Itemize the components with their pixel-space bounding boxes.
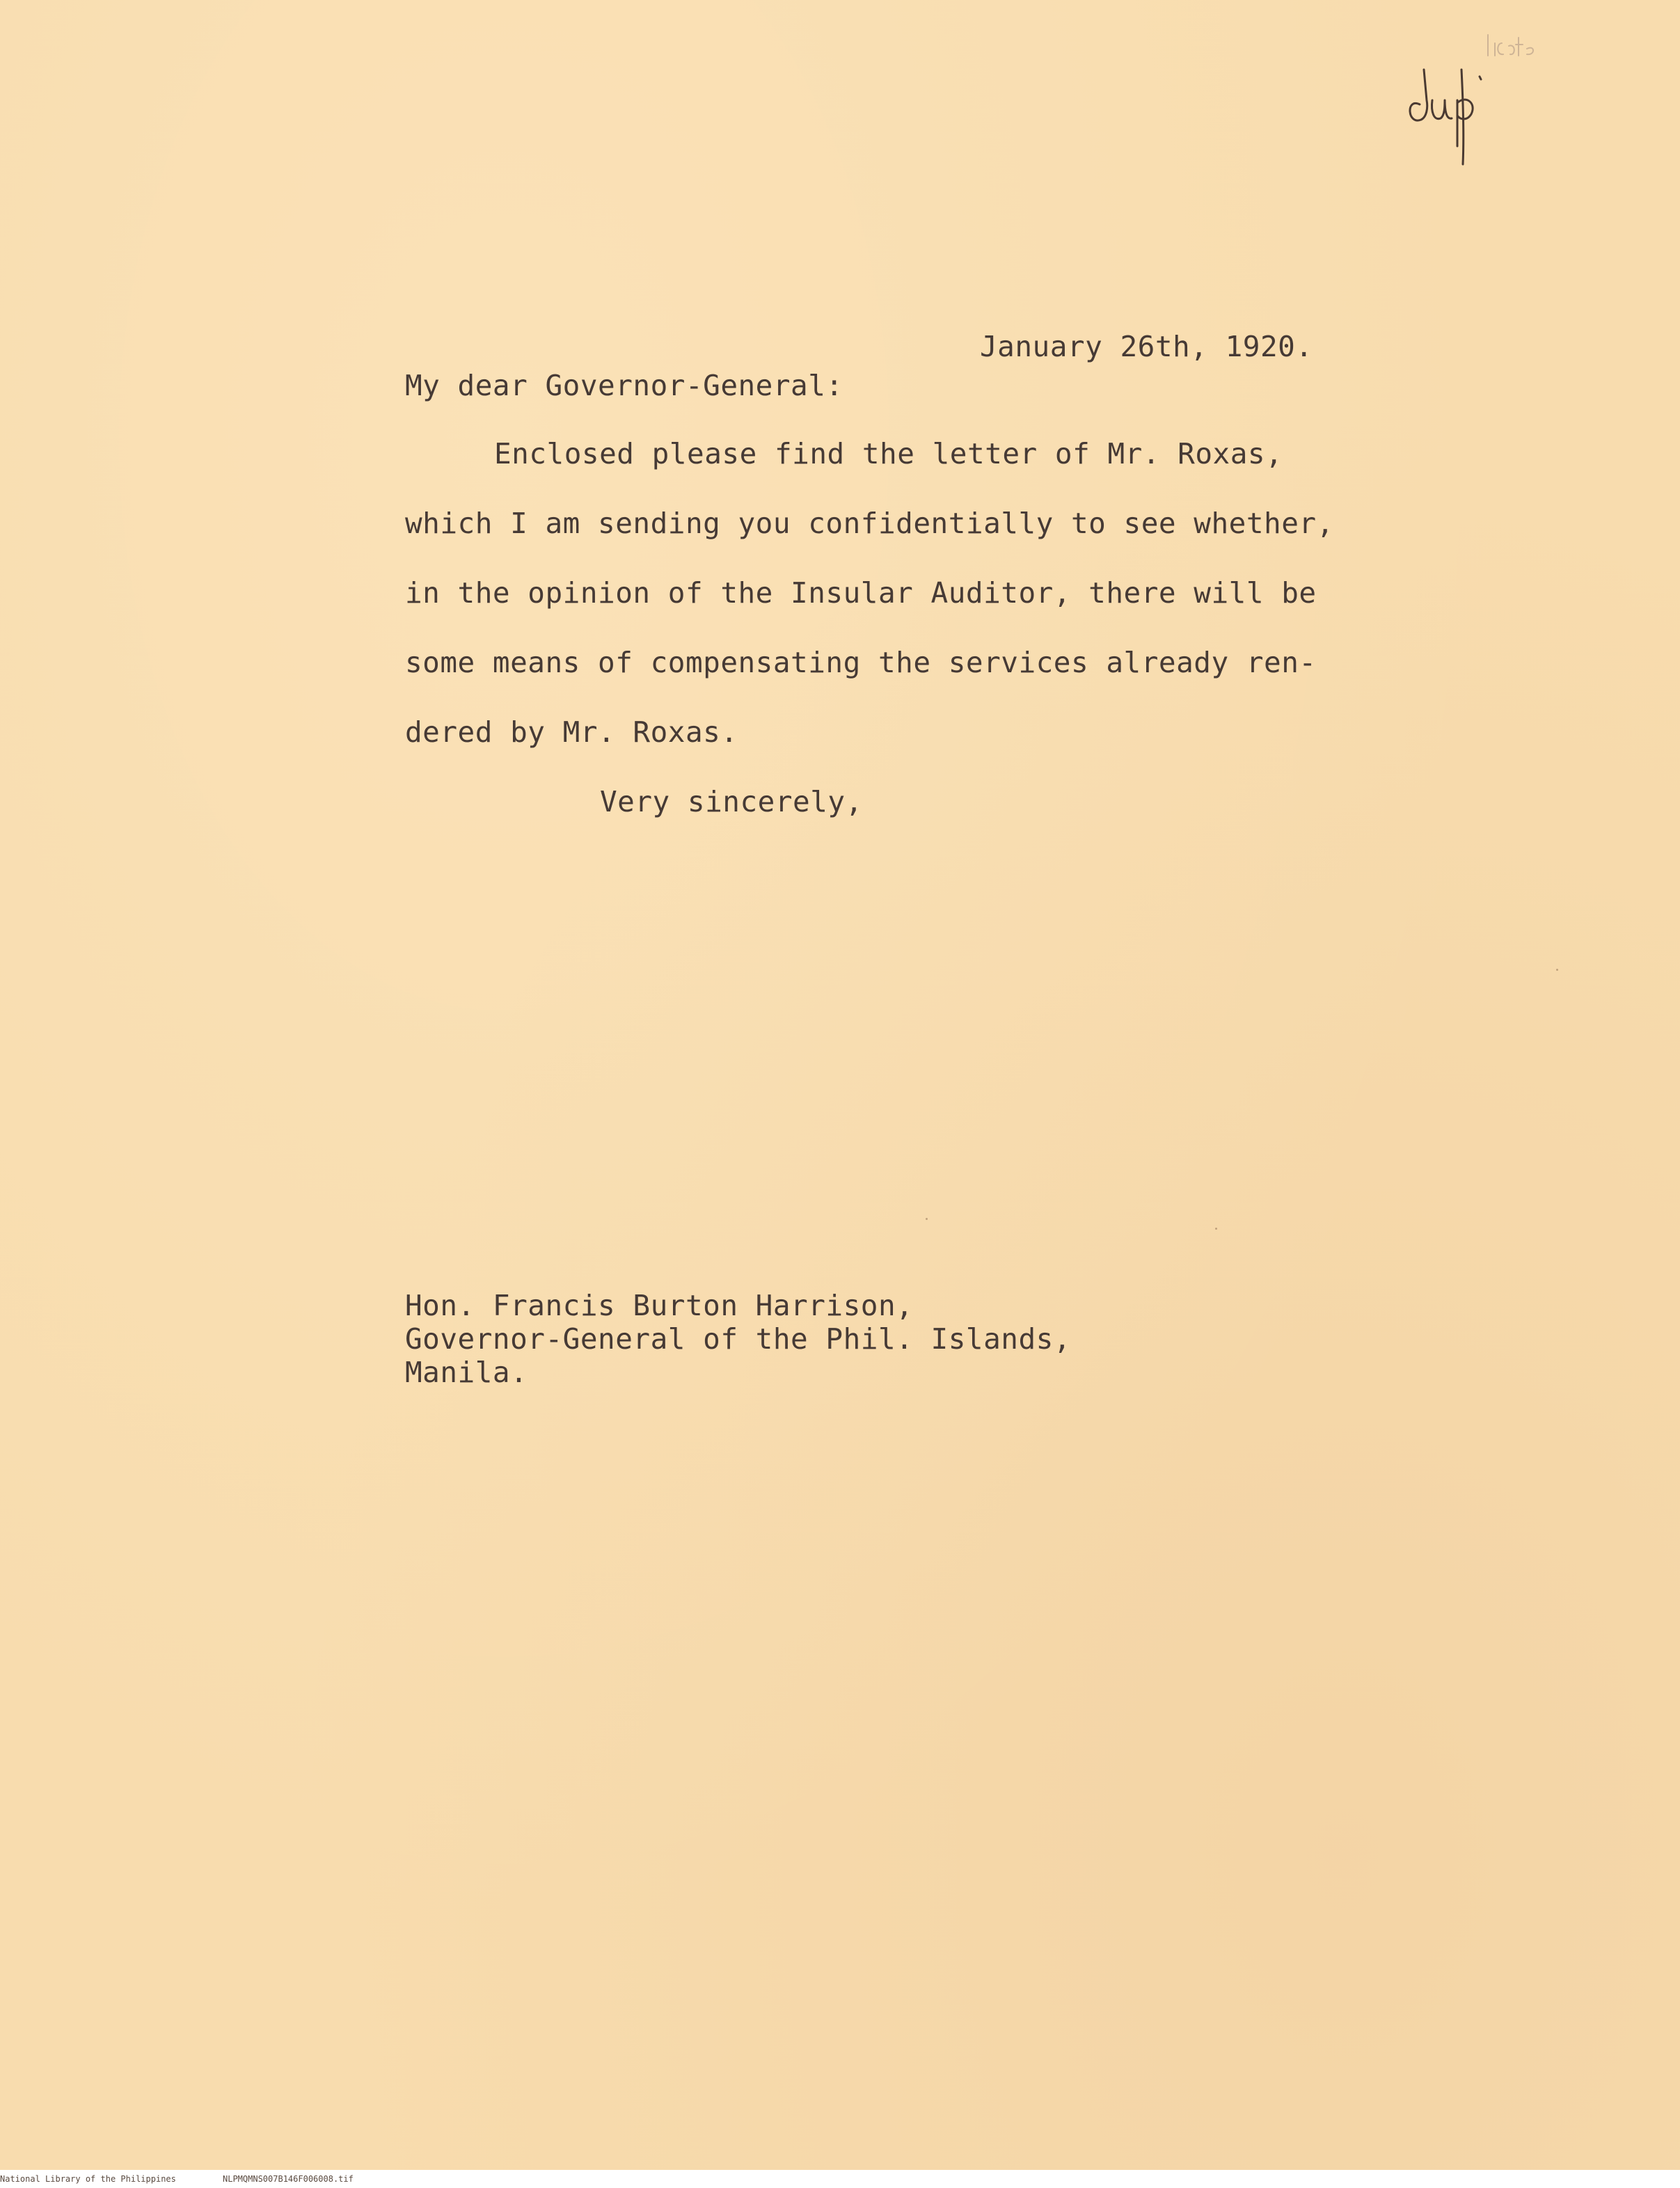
body-line-4: some means of compensating the services already ren- (405, 646, 1317, 679)
body-line-1: Enclosed please find the letter of Mr. Roxas, (494, 437, 1283, 470)
body-line-2: which I am sending you confidentially to see whether, (405, 507, 1334, 540)
footer-institution: National Library of the Philippines (0, 2174, 176, 2184)
address-line-2: Governor-General of the Phil. Islands, (405, 1322, 1071, 1356)
address-line-1: Hon. Francis Burton Harrison, (405, 1289, 914, 1322)
letter-date: January 26th, 1920. (980, 330, 1313, 363)
body-line-5: dered by Mr. Roxas. (405, 715, 738, 749)
letter-closing: Very sincerely, (600, 785, 863, 818)
body-line-3: in the opinion of the Insular Auditor, there will be (405, 576, 1317, 610)
letter-salutation: My dear Governor-General: (405, 369, 843, 402)
footer-file-id: NLPMQMNS007B146F006008.tif (223, 2174, 354, 2184)
handwritten-dup-note (1399, 28, 1566, 167)
paper-speck (1215, 1228, 1217, 1230)
address-line-3: Manila. (405, 1356, 528, 1389)
paper-speck (1556, 969, 1558, 971)
paper-speck (926, 1218, 928, 1220)
